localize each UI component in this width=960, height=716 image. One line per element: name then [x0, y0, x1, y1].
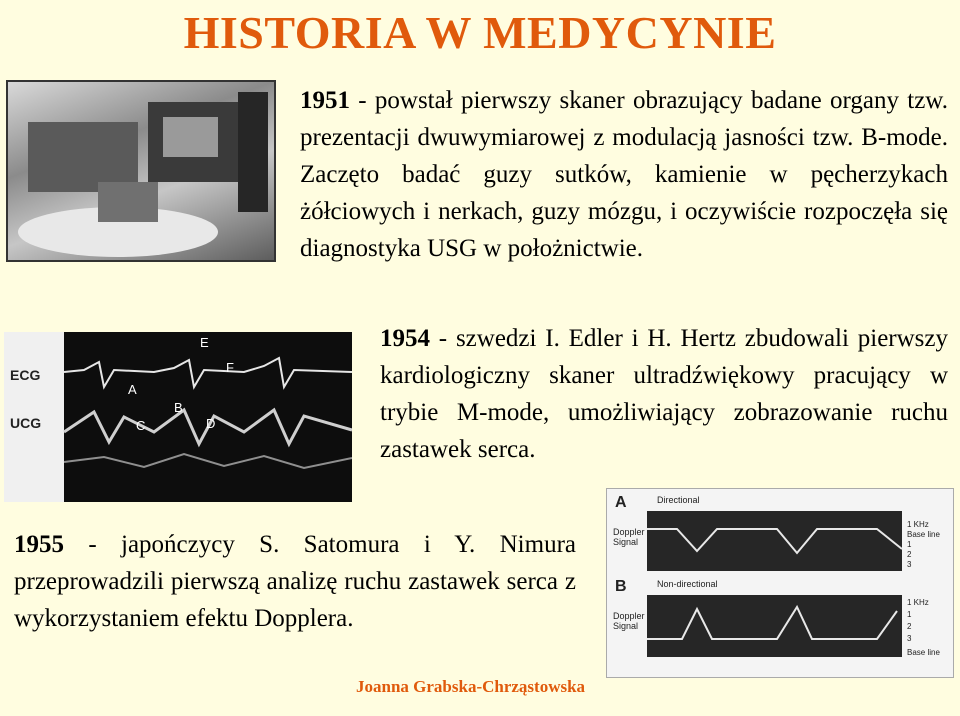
label-d: D	[206, 416, 216, 431]
paragraph-1955	[14, 526, 576, 637]
directional-label: Directional	[657, 495, 700, 505]
ecg-label: ECG	[10, 367, 41, 383]
base-line-label-a: Base line	[907, 530, 940, 539]
khz-label-a: 1 KHz	[907, 520, 929, 529]
label-f: F	[226, 360, 234, 375]
paragraph-1954-text: - szwedzi I. Edler i H. Hertz zbudowali pierwszy kardiologiczny skaner ultradźwiękowy pracujący w trybie M-mode, umożliwiający zobrazowanie ruchu zastawek serca.	[380, 325, 948, 463]
tick-3-b: 3	[907, 634, 912, 643]
tick-2-b: 2	[907, 622, 912, 631]
early-ultrasound-scanner-photo	[6, 80, 276, 262]
doppler-signal-label-b-2: Signal	[613, 621, 639, 631]
doppler-signal-label-a-2: Signal	[613, 537, 639, 547]
non-directional-label: Non-directional	[657, 579, 718, 589]
paragraph-1954	[380, 320, 948, 468]
slide-title: HISTORIA W MEDYCYNIE	[183, 7, 777, 58]
ucg-label: UCG	[10, 415, 42, 431]
author-footer: Joanna Grabska-Chrząstowska	[356, 677, 586, 696]
paragraph-1951	[300, 82, 948, 267]
doppler-signal-label-b: Doppler	[613, 611, 645, 621]
tick-2-a: 2	[907, 550, 912, 559]
doppler-signal-label-a: Doppler	[613, 527, 645, 537]
year-1955: 1955	[14, 531, 64, 558]
tick-1-a: 1	[907, 540, 912, 549]
year-1954: 1954	[380, 325, 430, 352]
ecg-ucg-mmode-trace-image	[4, 332, 352, 502]
tick-1-b: 1	[907, 610, 912, 619]
doppler-trace-image	[606, 488, 954, 678]
label-e: E	[200, 335, 209, 350]
khz-label-b: 1 KHz	[907, 598, 929, 607]
panel-b-label: B	[615, 578, 627, 595]
paragraph-1951-text: - powstał pierwszy skaner obrazujący badane organy tzw. prezentacji dwuwymiarowej z modulacją jasności tzw. B-mode. Zaczęto badać guzy sutków, kamienie w pęcherzykach żółciowych i nerkach, guzy mózgu, i oczywiście rozpoczęła się diagnostyka USG w położnictwie.	[300, 87, 948, 262]
label-b: B	[174, 400, 183, 415]
paragraph-1955-text: - japończycy S. Satomura i Y. Nimura przeprowadzili pierwszą analizę ruchu zastawek serca z wykorzystaniem efektu Dopplera.	[14, 531, 576, 632]
year-1951: 1951	[300, 87, 350, 114]
panel-a-label: A	[615, 494, 627, 511]
label-c: C	[136, 418, 146, 433]
label-a: A	[128, 382, 137, 397]
tick-3-a: 3	[907, 560, 912, 569]
base-line-label-b: Base line	[907, 648, 940, 657]
